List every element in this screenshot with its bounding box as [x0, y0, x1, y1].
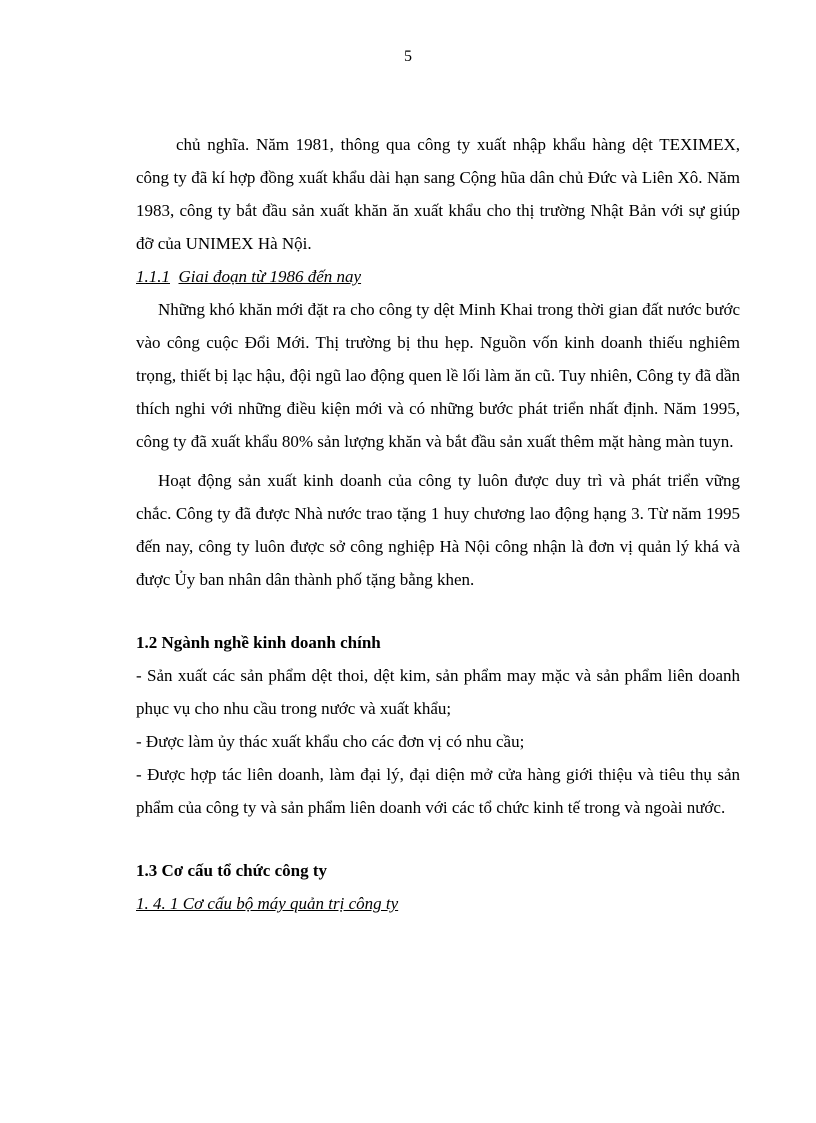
bullet-item: - Sản xuất các sản phẩm dệt thoi, dệt kim, sản phẩm may mặc và sản phẩm liên doanh phục vụ cho nhu cầu trong nước và xuất khẩu;	[136, 666, 740, 718]
subsection-number: 1.1.1	[136, 267, 170, 286]
subsection-heading-1-1-1	[136, 260, 740, 293]
subsection-title: Giai đoạn từ 1986 đến nay	[178, 267, 362, 286]
section-heading-1-2: 1.2 Ngành nghề kinh doanh chính	[136, 633, 381, 652]
page-number: 5	[404, 48, 412, 65]
bullet-item: - Được làm ủy thác xuất khẩu cho các đơn vị có nhu cầu;	[136, 732, 525, 751]
bullet-item: - Được hợp tác liên doanh, làm đại lý, đại diện mở cửa hàng giới thiệu và tiêu thụ sản phẩm của công ty và sản phẩm liên doanh với các tổ chức kinh tế trong và ngoài nước.	[136, 765, 740, 817]
subsection-title: 1. 4. 1 Cơ cấu bộ máy quản trị công ty	[136, 894, 399, 913]
paragraph-intro: chủ nghĩa. Năm 1981, thông qua công ty xuất nhập khẩu hàng dệt TEXIMEX, công ty đã kí hợp đồng xuất khẩu dài hạn sang Cộng hũa dân chủ Đức và Liên Xô. Năm 1983, công ty bắt đầu sản xuất khăn ăn xuất khẩu cho thị trường Nhật Bản với sự giúp đỡ của UNIMEX Hà Nội.	[136, 135, 740, 253]
paragraph-achievements: Hoạt động sản xuất kinh doanh của công ty luôn được duy trì và phát triển vững chắc. Công ty đã được Nhà nước trao tặng 1 huy chương lao động hạng 3. Từ năm 1995 đến nay, công ty luôn được sở công nghiệp Hà Nội công nhận là đơn vị quản lý khá và được Ủy ban nhân dân thành phố tặng bằng khen.	[136, 471, 740, 589]
document-body	[136, 128, 740, 920]
subsection-heading-1-4-1	[136, 887, 740, 920]
section-heading-1-3: 1.3 Cơ cấu tổ chức công ty	[136, 861, 328, 880]
paragraph-doi-moi: Những khó khăn mới đặt ra cho công ty dệt Minh Khai trong thời gian đất nước bước vào công cuộc Đổi Mới. Thị trường bị thu hẹp. Nguồn vốn kinh doanh thiếu nghiêm trọng, thiết bị lạc hậu, đội ngũ lao động quen lề lối làm ăn cũ. Tuy nhiên, Công ty đã dần thích nghi với những điều kiện mới và có những bước phát triển nhất định. Năm 1995, công ty đã xuất khẩu 80% sản lượng khăn và bắt đầu sản xuất thêm mặt hàng màn tuyn.	[136, 300, 740, 451]
